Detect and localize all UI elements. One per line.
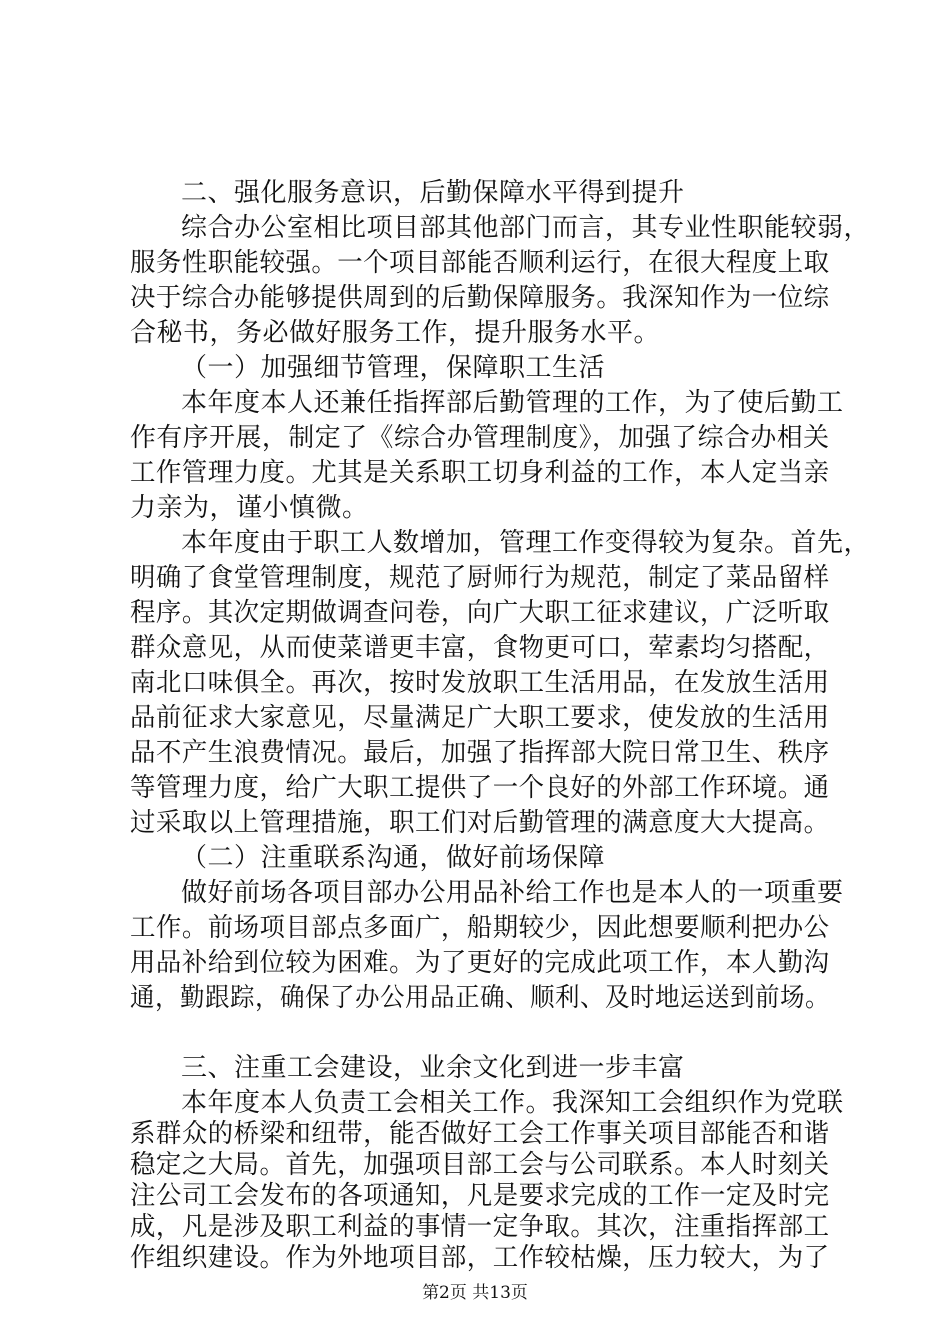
paragraph-line: 作组织建设。作为外地项目部，工作较枯燥，压力较大，为了	[130, 1243, 830, 1273]
paragraph-line: 通，勤跟踪，确保了办公用品正确、顺利、及时地运送到前场。	[130, 983, 831, 1013]
paragraph-line: 成，凡是涉及职工利益的事情一定争取。其次，注重指挥部工	[130, 1212, 830, 1242]
paragraph-line: 南北口味俱全。再次，按时发放职工生活用品，在发放生活用	[130, 668, 830, 698]
paragraph-line: 本年度本人还兼任指挥部后勤管理的工作，为了使后勤工	[181, 388, 844, 418]
paragraph-line: 作有序开展，制定了《综合办管理制度》，加强了综合办相关	[130, 423, 830, 453]
section-heading: 二、强化服务意识，后勤保障水平得到提升	[181, 178, 685, 208]
paragraph-line: 合秘书，务必做好服务工作，提升服务水平。	[130, 318, 661, 348]
subsection-heading: （一）加强细节管理，保障职工生活	[181, 353, 606, 383]
paragraph-line: 工作管理力度。尤其是关系职工切身利益的工作，本人定当亲	[130, 458, 830, 488]
paragraph-line: 品前征求大家意见，尽量满足广大职工要求，使发放的生活用	[130, 703, 830, 733]
paragraph-line: 用品补给到位较为困难。为了更好的完成此项工作，本人勤沟	[130, 948, 830, 978]
paragraph-line: 注公司工会发布的各项通知，凡是要求完成的工作一定及时完	[130, 1181, 830, 1211]
section-heading: 三、注重工会建设，业余文化到进一步丰富	[181, 1053, 685, 1083]
paragraph-line: 过采取以上管理措施，职工们对后勤管理的满意度大大提高。	[130, 808, 830, 838]
subsection-heading: （二）注重联系沟通，做好前场保障	[181, 843, 606, 873]
paragraph-line: 群众意见，从而使菜谱更丰富，食物更可口，荤素均匀搭配，	[130, 633, 830, 663]
paragraph-line: 决于综合办能够提供周到的后勤保障服务。我深知作为一位综	[130, 283, 830, 313]
paragraph-line: 工作。前场项目部点多面广，船期较少，因此想要顺利把办公	[130, 913, 830, 943]
paragraph-line: 本年度本人负责工会相关工作。我深知工会组织作为党联	[181, 1088, 844, 1118]
paragraph-line: 本年度由于职工人数增加，管理工作变得较为复杂。首先，	[181, 528, 871, 558]
paragraph-line: 力亲为，谨小慎微。	[130, 493, 369, 523]
paragraph-line: 综合办公室相比项目部其他部门而言，其专业性职能较弱，	[181, 213, 871, 243]
paragraph-line: 系群众的桥梁和纽带，能否做好工会工作事关项目部能否和谐	[130, 1119, 830, 1149]
page-number-footer: 第2页 共13页	[422, 1283, 528, 1303]
paragraph-line: 做好前场各项目部办公用品补给工作也是本人的一项重要	[181, 878, 844, 908]
paragraph-line: 程序。其次定期做调查问卷，向广大职工征求建议，广泛听取	[130, 598, 830, 628]
paragraph-line: 等管理力度，给广大职工提供了一个良好的外部工作环境。通	[130, 773, 830, 803]
paragraph-line: 服务性职能较强。一个项目部能否顺利运行，在很大程度上取	[130, 248, 830, 278]
paragraph-line: 品不产生浪费情况。最后，加强了指挥部大院日常卫生、秩序	[130, 738, 830, 768]
paragraph-line: 明确了食堂管理制度，规范了厨师行为规范，制定了菜品留样	[130, 563, 830, 593]
paragraph-line: 稳定之大局。首先，加强项目部工会与公司联系。本人时刻关	[130, 1150, 830, 1180]
